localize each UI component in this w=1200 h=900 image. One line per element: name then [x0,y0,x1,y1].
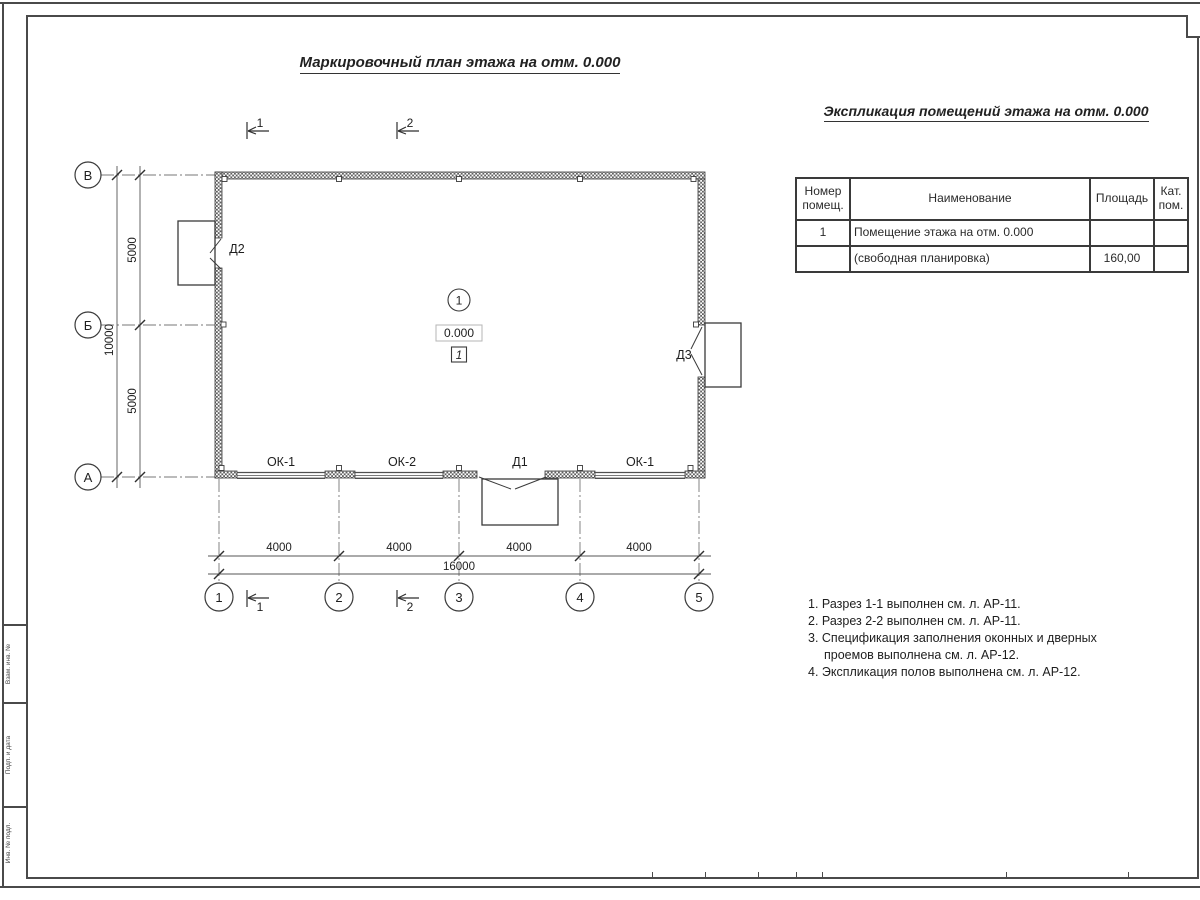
door-d3-label: Д3 [676,348,692,362]
section-2-top: 2 [406,116,414,130]
plan-title-text: Маркировочный план этажа на отм. 0.000 [300,54,621,74]
frame-tick [822,872,823,877]
dimension-values [104,237,655,573]
frame-tick [796,872,797,877]
axis-number-4: 4 [576,590,584,605]
frame-right [1197,36,1199,879]
frame-bottom [26,877,1199,879]
stamp-label-podp: Подп. и дата [5,735,12,775]
notes-block [808,596,1130,681]
room-number: 1 [455,293,463,308]
dim-4000-4: 4000 [626,542,652,554]
note-4: 4. Экспликация полов выполнена см. л. АР-12. [808,665,1081,679]
axis-letter-texts [84,168,93,485]
floor-type: 1 [455,350,463,362]
axis-number-5: 5 [695,590,703,605]
level-mark: 0.000 [443,326,475,340]
dim-16000-total: 16000 [443,561,475,573]
explication-table [795,177,1189,273]
explication-title [795,103,1177,122]
frame-tick [705,872,706,877]
dim-10000-total: 10000 [104,324,116,356]
axis-number-1: 1 [215,590,223,605]
cell-room-category [1154,220,1188,246]
table-row [796,220,1188,246]
wall-junction-marks [219,177,699,471]
door-leaves [210,239,702,489]
note-1: 1. Разрез 1-1 выполнен см. л. АР-11. [808,597,1021,611]
section-1-bottom: 1 [256,600,264,614]
header-name: Наименование [850,178,1090,220]
frame-tick [652,872,653,877]
section-1-top: 1 [256,116,264,130]
header-room-number: Номер помещ. [796,178,850,220]
door-d3-leaf [691,327,702,375]
axis-letter-a: А [83,470,93,485]
explication-header-row [796,178,1188,220]
dimension-lines [117,166,711,574]
frame-tick [1006,872,1007,877]
dim-4000-2: 4000 [386,542,412,554]
axis-number-2: 2 [335,590,343,605]
axis-letter-b: Б [83,318,93,333]
explication-title-text: Экспликация помещений этажа на отм. 0.000 [824,103,1149,122]
window-ok1-right-label: ОК-1 [625,455,655,469]
cell-room-name: Помещение этажа на отм. 0.000 [850,220,1090,246]
header-category: Кат. пом. [1154,178,1188,220]
section-mark-labels [256,116,417,614]
axis-letter-v: В [83,168,93,183]
door-d2-label: Д2 [229,242,245,256]
door-d1-label: Д1 [512,455,528,469]
frame-tick [758,872,759,877]
window-ok2-label: ОК-2 [387,455,417,469]
section-2-bottom: 2 [406,600,414,614]
window-ok1-left-label: ОК-1 [266,455,296,469]
stamp-label-vzam: Взам. инв. № [5,643,12,685]
axis-lines [101,175,699,583]
note-2: 2. Разрез 2-2 выполнен см. л. АР-11. [808,614,1021,628]
cell-room-number [796,246,850,272]
frame-tick [1128,872,1129,877]
section-marks [247,122,419,607]
cell-room-number: 1 [796,220,850,246]
axis-number-3: 3 [455,590,463,605]
dim-4000-3: 4000 [506,542,532,554]
cell-room-area [1090,220,1154,246]
cell-room-area: 160,00 [1090,246,1154,272]
dim-5000-lower: 5000 [127,388,139,414]
dim-5000-upper: 5000 [127,237,139,263]
porches [178,221,741,525]
table-row [796,246,1188,272]
axis-number-texts [215,590,702,605]
cell-room-name: (свободная планировка) [850,246,1090,272]
header-area: Площадь [1090,178,1154,220]
outer-border-bottom [0,886,1200,888]
dimension-ticks [112,170,704,579]
frame-notch-vertical [1186,15,1188,37]
note-3: 3. Спецификация заполнения оконных и дверных проемов выполнена см. л. АР-12. [808,631,1097,662]
stamp-divider-2 [2,702,27,704]
dim-4000-1: 4000 [266,542,292,554]
stamp-label-inv: Инв. № подл. [5,822,12,864]
cell-room-category [1154,246,1188,272]
floor-plan [0,0,780,660]
